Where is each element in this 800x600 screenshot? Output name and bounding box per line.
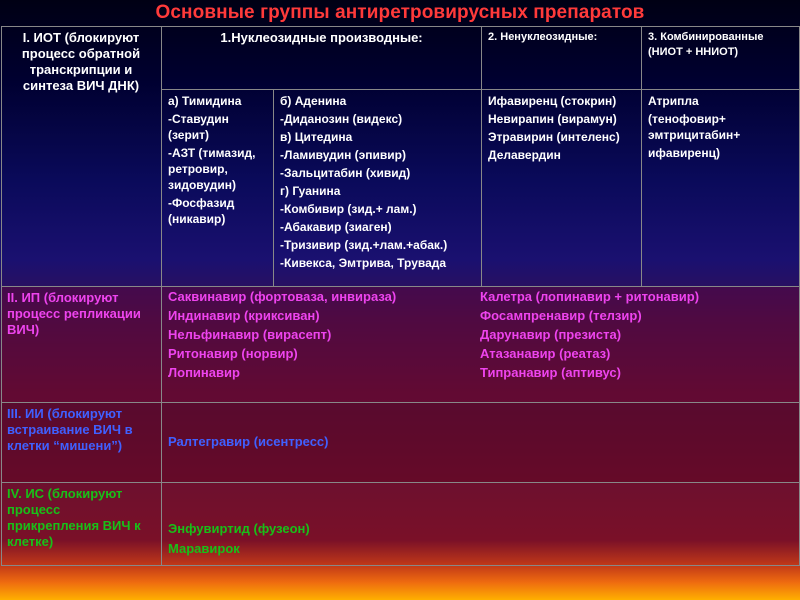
ip-right-item: Атазанавир (реатаз)	[480, 346, 611, 362]
list-item: а) Тимидина	[168, 94, 242, 109]
ip-left-item: Саквинавир (фортоваза, инвираза)	[168, 289, 397, 305]
list-item: -АЗТ (тимазид, ретровир, зидовудин)	[168, 146, 256, 193]
nucleoside-header: 1.Нуклеозидные производные:	[162, 27, 482, 90]
combined-column	[642, 90, 800, 287]
ip-line	[168, 287, 793, 306]
ip-row	[2, 287, 800, 403]
list-item: в) Цитедина	[280, 130, 353, 145]
ii-row	[2, 403, 800, 482]
list-item: Невирапин (вирамун)	[488, 112, 617, 127]
ip-right-item: Фосампренавир (телзир)	[480, 308, 642, 324]
list-item: (тенофовир+ эмтрицитабин+	[648, 112, 741, 143]
list-item: -Кивекса, Эмтрива, Трувада	[280, 256, 447, 271]
list-item: -Абакавир (зиаген)	[280, 220, 392, 235]
iot-label: I. ИОТ (блокируют процесс обратной транскрипции и синтеза ВИЧ ДНК)	[2, 27, 162, 287]
list-item: г) Гуанина	[280, 184, 341, 199]
list-item: -Диданозин (видекс)	[280, 112, 403, 127]
is-drugs	[162, 482, 800, 565]
list-item: Атрипла	[648, 94, 699, 109]
ip-line	[168, 363, 793, 382]
ip-right-item: Калетра (лопинавир + ритонавир)	[480, 289, 700, 305]
list-item: -Комбивир (зид.+ лам.)	[280, 202, 417, 217]
list-item: Маравирок	[168, 541, 240, 556]
page-title: Основные группы антиретровирусных препаратов	[155, 2, 645, 23]
ip-line	[168, 344, 793, 363]
adenine-column	[274, 90, 482, 287]
combined-header: 3. Комбинированные (НИОТ + ННИОТ)	[642, 27, 800, 90]
list-item: б) Аденина	[280, 94, 347, 109]
list-item: Ифавиренц (стокрин)	[488, 94, 617, 109]
list-item: -Тризивир (зид.+лам.+абак.)	[280, 238, 448, 253]
is-row	[2, 482, 800, 565]
ip-left-item: Нельфинавир (вирасепт)	[168, 327, 332, 343]
drug-groups-table	[1, 26, 800, 566]
ip-left-item: Индинавир (криксиван)	[168, 308, 320, 324]
ii-drug: Ралтегравир (исентресс)	[162, 403, 800, 482]
ip-line	[168, 325, 793, 344]
list-item: Этравирин (интеленс)	[488, 130, 620, 145]
ii-label: III. ИИ (блокируют встраивание ВИЧ в клетки “мишени”)	[2, 403, 162, 482]
list-item: -Зальцитабин (хивид)	[280, 166, 411, 181]
list-item: Делавердин	[488, 148, 561, 163]
non-nucleoside-column	[482, 90, 642, 287]
ip-line	[168, 306, 793, 325]
list-item: -Ламивудин (эпивир)	[280, 148, 406, 163]
list-item: ифавиренц)	[648, 146, 720, 161]
list-item: -Ставудин (зерит)	[168, 112, 229, 143]
list-item: -Фосфазид (никавир)	[168, 196, 235, 227]
ip-left-item: Лопинавир	[168, 365, 240, 381]
ip-left-item: Ритонавир (норвир)	[168, 346, 298, 362]
ip-right-item: Типранавир (аптивус)	[480, 365, 621, 381]
ip-label: II. ИП (блокируют процесс репликации ВИЧ)	[2, 287, 162, 403]
ip-drugs	[162, 287, 800, 403]
iot-header-row	[2, 27, 800, 90]
ip-right-item: Дарунавир (презиста)	[480, 327, 622, 343]
non-nucleoside-header: 2. Ненуклеозидные:	[482, 27, 642, 90]
is-label: IV. ИС (блокируют процесс прикрепления ВИЧ к клетке)	[2, 482, 162, 565]
list-item: Энфувиртид (фузеон)	[168, 521, 310, 536]
thymidine-column	[162, 90, 274, 287]
